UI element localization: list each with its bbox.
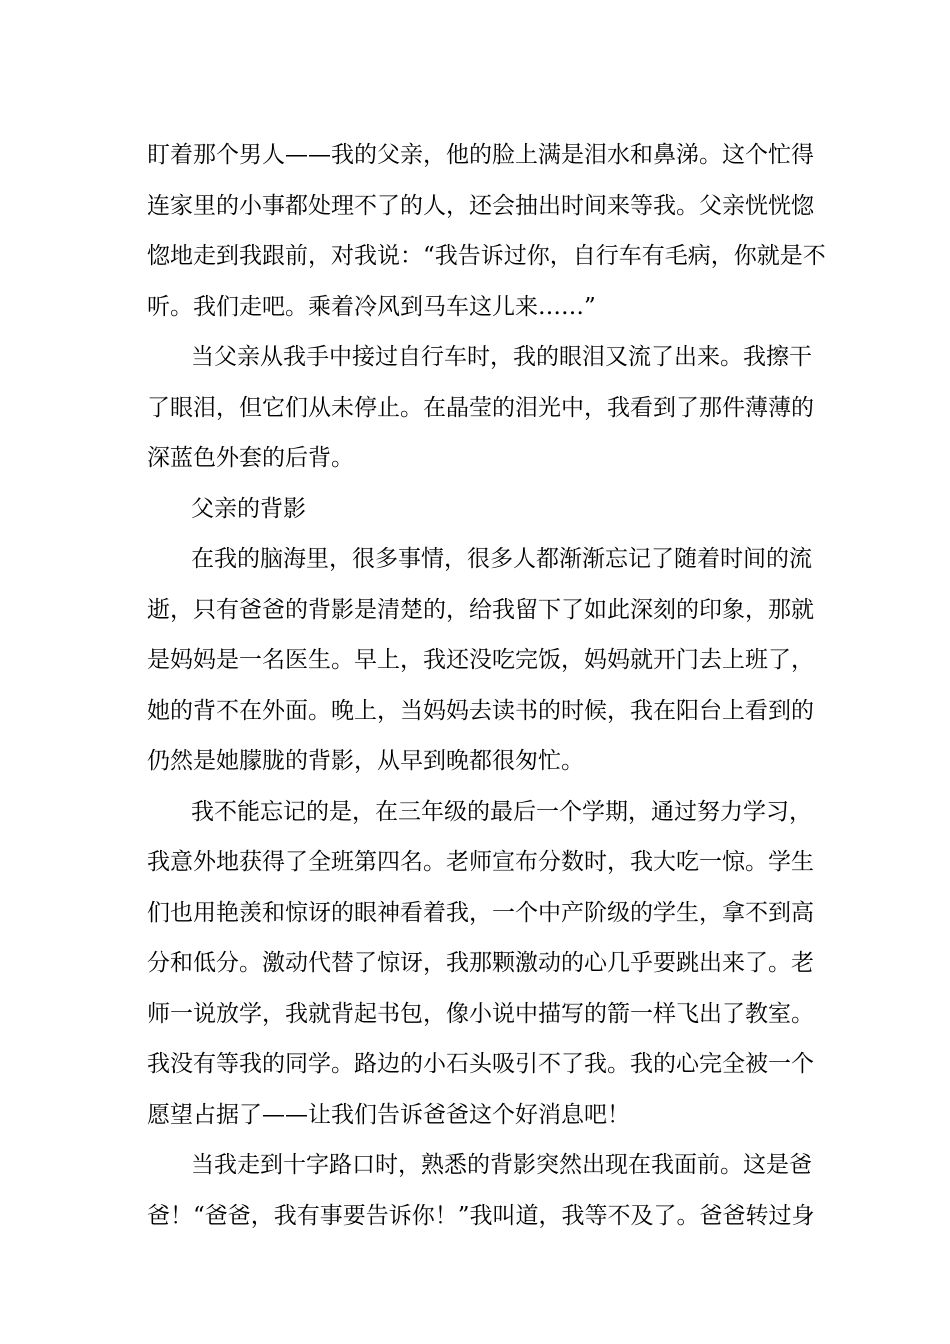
text-line: 师一说放学，我就背起书包，像小说中描写的箭一样飞出了教室。 (147, 1000, 814, 1027)
text-line: 了眼泪，但它们从未停止。在晶莹的泪光中，我看到了那件薄薄的 (147, 394, 814, 421)
text-line: 们也用艳羡和惊讶的眼神看着我，一个中产阶级的学生，拿不到高 (147, 899, 814, 926)
text-line: 愿望占据了——让我们告诉爸爸这个好消息吧！ (147, 1101, 630, 1128)
text-line: 听。我们走吧。乘着冷风到马车这儿来……” (147, 293, 596, 320)
paragraph-first-line: 我不能忘记的是，在三年级的最后一个学期，通过努力学习， (191, 798, 812, 825)
text-line: 盯着那个男人——我的父亲，他的脸上满是泪水和鼻涕。这个忙得 (147, 142, 814, 168)
text-line: 仍然是她朦胧的背影，从早到晚都很匆忙。 (147, 748, 584, 774)
text-line: 深蓝色外套的后背。 (147, 445, 354, 471)
document-body (147, 130, 826, 1241)
paragraph-first-line: 父亲的背影 (191, 495, 306, 522)
text-line: 爸！“爸爸，我有事要告诉你！”我叫道，我等不及了。爸爸转过身 (147, 1202, 815, 1229)
paragraph-first-line: 当我走到十字路口时，熟悉的背影突然出现在我面前。这是爸 (191, 1152, 812, 1178)
paragraph-first-line: 当父亲从我手中接过自行车时，我的眼泪又流了出来。我擦干 (191, 344, 812, 370)
text-line: 连家里的小事都处理不了的人，还会抽出时间来等我。父亲恍恍惚 (147, 192, 814, 219)
text-line: 她的背不在外面。晚上，当妈妈去读书的时候，我在阳台上看到的 (147, 697, 814, 724)
text-line: 我没有等我的同学。路边的小石头吸引不了我。我的心完全被一个 (147, 1051, 814, 1077)
text-line: 逝，只有爸爸的背影是清楚的，给我留下了如此深刻的印象，那就 (147, 596, 814, 623)
text-line: 惚地走到我跟前，对我说：“我告诉过你，自行车有毛病，你就是不 (147, 243, 826, 269)
paragraph-first-line: 在我的脑海里，很多事情，很多人都渐渐忘记了随着时间的流 (191, 546, 812, 572)
text-line: 是妈妈是一名医生。早上，我还没吃完饭，妈妈就开门去上班了， (147, 647, 814, 673)
text-line: 我意外地获得了全班第四名。老师宣布分数时，我大吃一惊。学生 (147, 849, 814, 875)
text-line: 分和低分。激动代替了惊讶，我那颗激动的心几乎要跳出来了。老 (147, 950, 814, 976)
